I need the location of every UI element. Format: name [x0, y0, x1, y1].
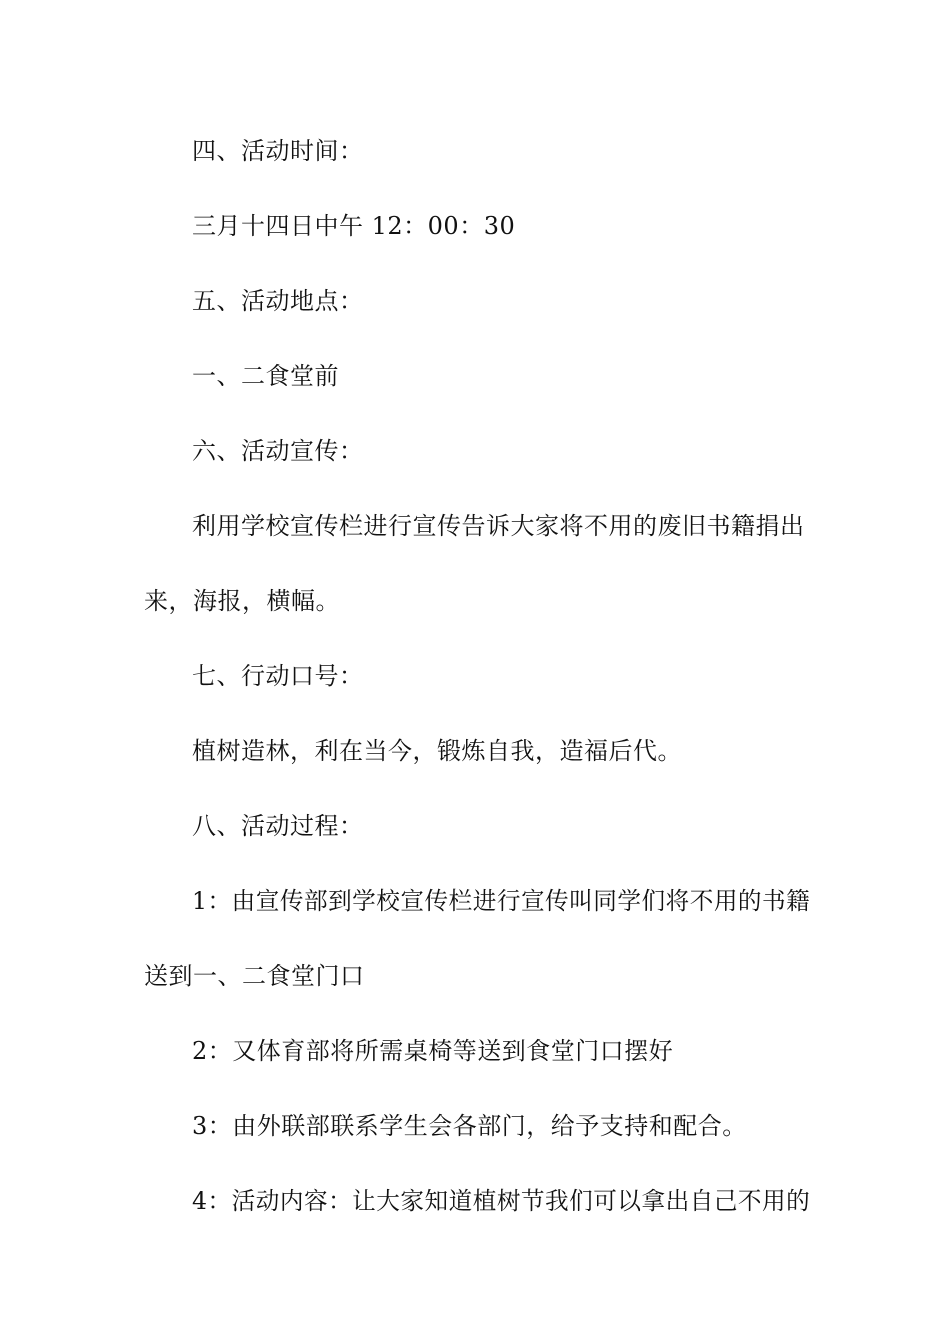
process-step-2: 2：又体育部将所需桌椅等送到食堂门口摆好	[192, 1037, 674, 1065]
publicity-text-line-1: 利用学校宣传栏进行宣传告诉大家将不用的废旧书籍捐出	[192, 512, 805, 540]
process-step-1-line-2: 送到一、二食堂门口	[144, 962, 365, 990]
process-step-4: 4：活动内容：让大家知道植树节我们可以拿出自己不用的	[192, 1187, 811, 1215]
heading-activity-publicity: 六、活动宣传：	[192, 437, 364, 465]
heading-activity-location: 五、活动地点：	[192, 287, 364, 315]
process-step-3: 3：由外联部联系学生会各部门，给予支持和配合。	[192, 1112, 747, 1140]
slogan-text: 植树造林，利在当今，锻炼自我，造福后代。	[192, 737, 682, 765]
process-step-1-line-1: 1：由宣传部到学校宣传栏进行宣传叫同学们将不用的书籍	[192, 887, 811, 915]
publicity-text-line-2: 来，海报，横幅。	[144, 587, 340, 615]
activity-location-value: 一、二食堂前	[192, 362, 339, 390]
heading-activity-process: 八、活动过程：	[192, 812, 364, 840]
heading-activity-time: 四、活动时间：	[192, 137, 364, 165]
heading-action-slogan: 七、行动口号：	[192, 662, 364, 690]
activity-time-value: 三月十四日中午 12：00：30	[192, 212, 516, 240]
